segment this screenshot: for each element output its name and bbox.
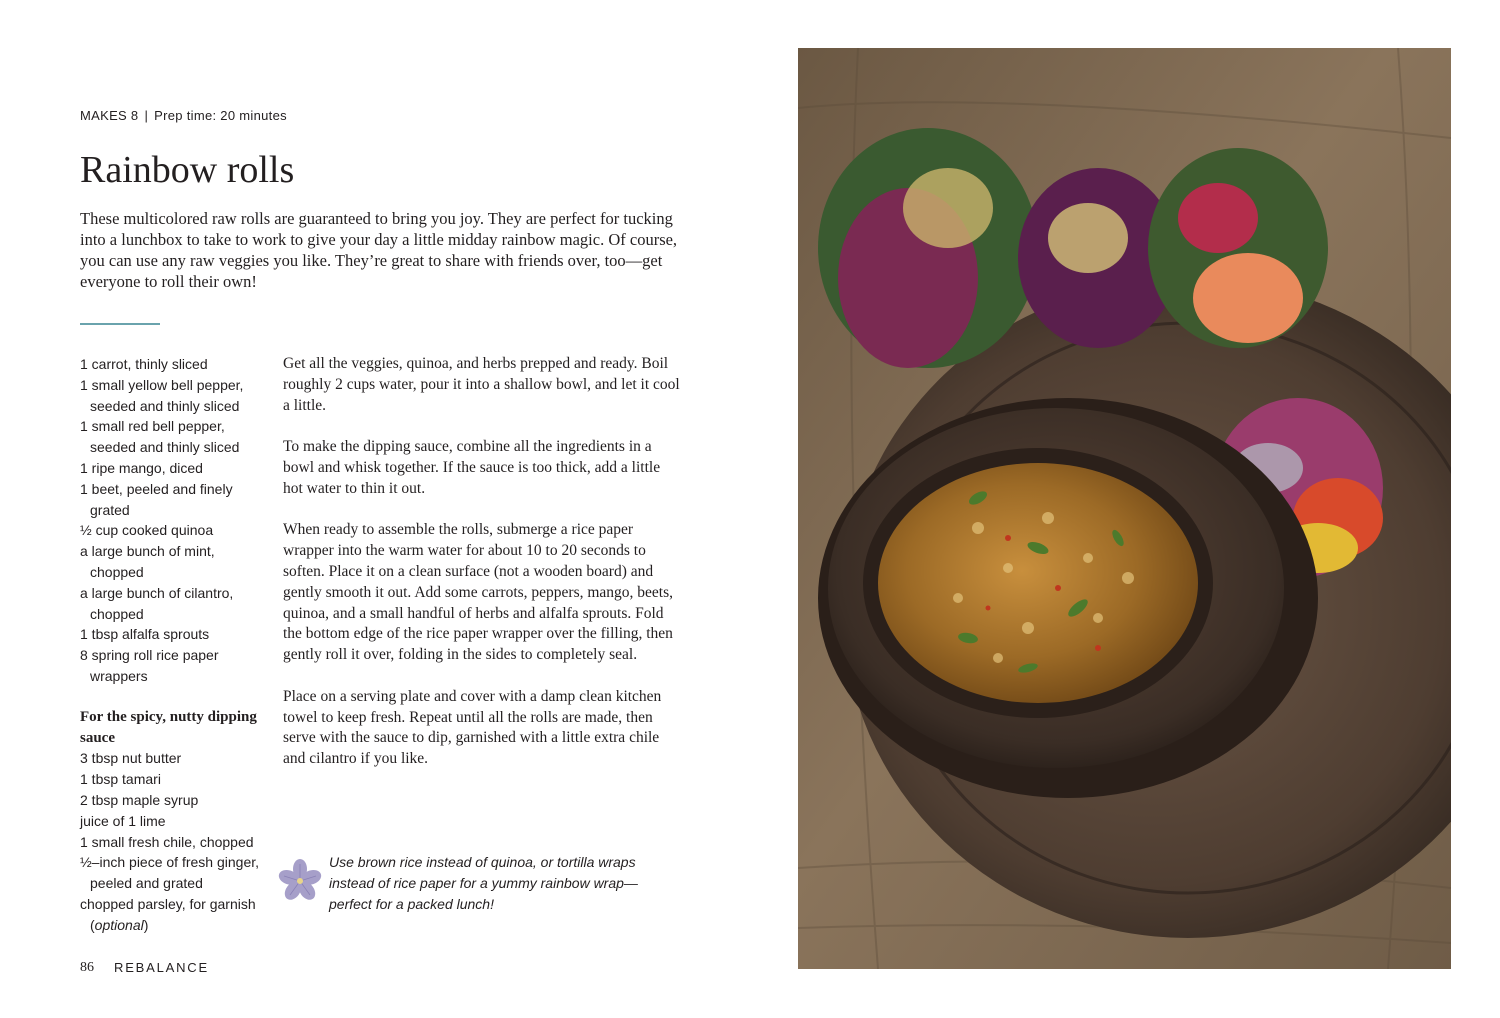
method-step: To make the dipping sauce, combine all the ingredients in a bowl and whisk together. If the sauce is too thick, add a little hot water to thin it out. bbox=[283, 438, 661, 497]
ingredient-item: 1 tbsp alfalfa sprouts bbox=[80, 626, 210, 643]
sauce-item: 2 tbsp maple syrup bbox=[80, 791, 199, 808]
garnish-optional: optional bbox=[94, 916, 144, 933]
garnish-close: ) bbox=[143, 916, 149, 933]
ingredient-item: ½ cup cooked quinoa bbox=[80, 522, 214, 539]
sauce-item: 1 small fresh chile, chopped bbox=[80, 833, 254, 850]
method-step: Place on a serving plate and cover with a damp clean kitchen towel to keep fresh. Repeat until all the rolls are made, then serve with the sauce to dip, garnished with a little extra chile and cilantro if you like. bbox=[283, 687, 662, 768]
ingredient-item: a large bunch of mint, chopped bbox=[80, 543, 215, 580]
sauce-item: juice of 1 lime bbox=[80, 812, 166, 829]
yield-label: MAKES 8 bbox=[80, 108, 139, 123]
garnish-text: chopped parsley, for garnish ( bbox=[80, 895, 256, 933]
ingredient-item: 1 ripe mango, diced bbox=[80, 459, 203, 476]
ingredient-item: 1 carrot, thinly sliced bbox=[80, 356, 208, 372]
sauce-item: 3 tbsp nut butter bbox=[80, 750, 182, 767]
food-photo bbox=[798, 48, 1451, 969]
method-step: When ready to assemble the rolls, submerge a rice paper wrapper into the warm water for about 10 to 20 seconds to soften. Place it on a clean surface (not a wooden board) and gently smooth it out. Add some carrots, peppers, mango, beets, quinoa, and a small handful of herbs and alfalfa sprouts. Fold the bottom edge of the rice paper wrapper over the filling, then gently roll it over, folding in the sides to completely seal. bbox=[283, 521, 674, 664]
recipe-intro: These multicolored raw rolls are guaranteed to bring you joy. They are perfect for tucking into a lunchbox to take to work to give your day a little midday rainbow magic. Of course, you can use any raw veggies you like. They’re great to share with friends over, too—get everyone to roll their own! bbox=[80, 209, 678, 291]
page-number: 86 bbox=[80, 960, 94, 975]
sauce-garnish-item bbox=[80, 894, 270, 936]
ingredient-item: 1 small yellow bell pepper, seeded and thinly sliced bbox=[80, 376, 244, 414]
sauce-item: 1 tbsp tamari bbox=[80, 771, 161, 788]
method-steps bbox=[283, 354, 683, 791]
sauce-item: ½–inch piece of fresh ginger, peeled and grated bbox=[80, 854, 260, 892]
ingredient-item: a large bunch of cilantro, chopped bbox=[80, 584, 234, 622]
section-name: REBALANCE bbox=[114, 960, 209, 975]
flower-icon bbox=[277, 858, 323, 904]
ingredients-list bbox=[80, 354, 270, 936]
method-step: Get all the veggies, quinoa, and herbs prepped and ready. Boil roughly 2 cups water, pour it into a shallow bowl, and let it cool a little. bbox=[283, 355, 680, 414]
meta-separator: | bbox=[144, 108, 149, 123]
prep-time-label: Prep time: 20 minutes bbox=[154, 108, 287, 123]
ingredient-item: 8 spring roll rice paper wrappers bbox=[80, 647, 219, 684]
ingredient-item: 1 beet, peeled and finely grated bbox=[80, 480, 233, 518]
ingredient-item: 1 small red bell pepper, seeded and thinly sliced bbox=[80, 418, 240, 456]
accent-rule bbox=[80, 323, 160, 325]
recipe-title: Rainbow rolls bbox=[80, 149, 295, 191]
tip-text: Use brown rice instead of quinoa, or tortilla wraps instead of rice paper for a yummy rainbow wrap—perfect for a packed lunch! bbox=[329, 854, 638, 912]
recipe-meta bbox=[80, 108, 287, 123]
sauce-heading: For the spicy, nutty dipping sauce bbox=[80, 708, 257, 746]
